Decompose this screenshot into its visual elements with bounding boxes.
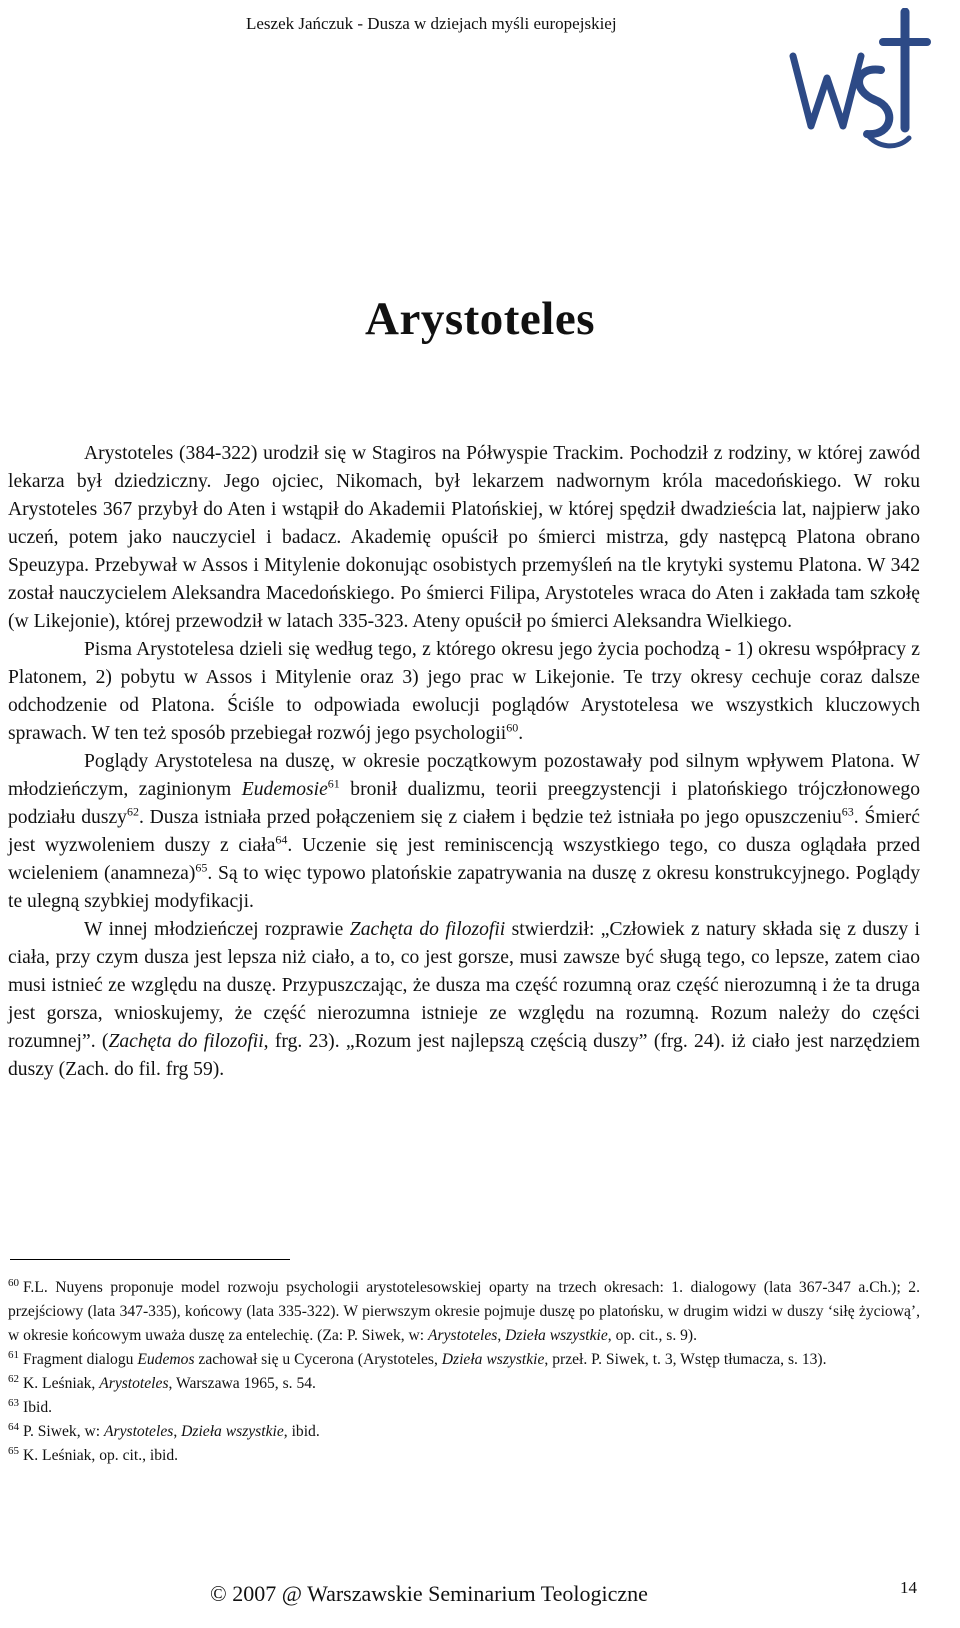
footnote-number: 62	[8, 1372, 19, 1385]
paragraph-3-f: . Są to więc typowo platońskie zapatrywania na duszę z okresu konstrukcyjnego. Poglądy te ulegną szybkiej modyfikacji.	[8, 863, 920, 912]
main-text	[8, 440, 920, 1084]
zacheta-title-2: Zachęta do filozofii	[108, 1031, 264, 1052]
footnote-text: , ibid.	[283, 1423, 320, 1440]
footnote-number: 64	[8, 1420, 19, 1433]
footnote-62	[8, 1372, 920, 1396]
footnotes	[8, 1276, 920, 1468]
paragraph-2-text: Pisma Arystotelesa dzieli się według tego, z którego okresu jego życia pochodzą - 1) okresu współpracy z Platonem, 2) pobytu w Assos i Mitylenie oraz 3) jego prac w Likejonie. Te trzy okresy cechuje coraz dalsze odchodzenie od Platona. Ściśle to odpowiada ewolucji poglądów Arystotelesa we wszystkich kluczowych sprawach. W ten też sposób przebiegał rozwój jego psychologii	[8, 639, 920, 744]
footnote-ref-60[interactable]: 60	[506, 720, 519, 735]
footnote-number: 63	[8, 1396, 19, 1409]
footnote-text: , op. cit., s. 9).	[607, 1327, 698, 1344]
eudemos-title: Eudemosie	[241, 779, 328, 800]
page-title: Arystoteles	[365, 293, 595, 345]
footnote-italic: Arystoteles	[99, 1375, 169, 1392]
running-header: Leszek Jańczuk - Dusza w dziejach myśli europejskiej	[246, 14, 617, 33]
paragraph-2	[8, 636, 920, 748]
footnote-text: K. Leśniak,	[23, 1375, 100, 1392]
footnote-italic: Arystoteles	[428, 1327, 498, 1344]
footnote-number: 65	[8, 1444, 19, 1457]
paragraph-4-b: stwierdził: „Człowiek z natury składa się z duszy i ciała, przy czym dusza jest lepsza niż ciało, a to, co jest gorsze, musi zawsze być sługą tego, co lepsze, zatem ciao musi istnieć ze względu na duszę. Przypuszczając, że dusza ma część rozumną oraz część nierozumną i że ta druga jest gorsza, wnioskujemy, że część nierozumna istnieje ze względu na rozumną. Rozum należy do części rozumnej”. (	[8, 919, 920, 1052]
footnote-60	[8, 1276, 920, 1348]
footnote-italic: Dzieła wszystkie	[441, 1351, 545, 1368]
footnote-text: zachował się u Cycerona (Arystoteles,	[194, 1351, 442, 1368]
footnote-text: ,	[173, 1423, 182, 1440]
paragraph-2-end: .	[518, 723, 524, 744]
paragraph-3-a: Poglądy Arystotelesa na duszę, w okresie początkowym pozostawały pod silnym wpływem Platona. W młodzieńczym, zaginionym	[8, 751, 920, 800]
footnote-italic: Arystoteles	[104, 1423, 174, 1440]
paragraph-3-e: . Uczenie się jest reminiscencją wszystkiego tego, co dusza oglądała przed wcieleniem (anamneza)	[8, 835, 920, 884]
footer-copyright: © 2007 @ Warszawskie Seminarium Teologiczne	[210, 1581, 648, 1606]
footnote-text: K. Leśniak, op. cit., ibid.	[23, 1447, 179, 1464]
footnote-text: , Warszawa 1965, s. 54.	[168, 1375, 316, 1392]
paragraph-3-d: . Śmierć jest wyzwoleniem duszy z ciała	[8, 807, 920, 856]
footnote-ref-64[interactable]: 64	[275, 832, 288, 847]
paragraph-3-b: bronił dualizmu, teorii preegzystencji i platońskiego trójczłonowego podziału duszy	[8, 779, 921, 828]
paragraph-1: Arystoteles (384-322) urodził się w Stagiros na Półwyspie Trackim. Pochodził z rodziny, w której zawód lekarza był dziedziczny. Jego ojciec, Nikomach, był lekarzem nadwornym króla macedońskiego. W roku Arystoteles 367 przybył do Aten i wstąpił do Akademii Platońskiej, w której spędził dwadzieścia lat, najpierw jako uczeń, potem jako nauczyciel i badacz. Akademię opuścił po śmierci mistrza, gdy następcą Platona obrano Speuzypa. Przebywał w Assos i Mitylenie dokonując osobistych przemyśleń na tle krytyki systemu Platona. W 342 został nauczycielem Aleksandra Macedońskiego. Po śmierci Filipa, Arystoteles wraca do Aten i zakłada tam szkołę (w Likejonie), której przewodził w latach 335-323. Ateny opuścił po śmierci Aleksandra Wielkiego.	[8, 443, 920, 632]
footnote-64	[8, 1420, 920, 1444]
footnote-number: 61	[8, 1348, 19, 1361]
paragraph-3	[8, 748, 920, 916]
footnote-italic: Eudemos	[137, 1351, 195, 1368]
footnote-text: Fragment dialogu	[23, 1351, 138, 1368]
footnote-text: F.L. Nuyens proponuje model rozwoju psychologii arystotelesowskiej oparty na trzech okresach: 1. dialogowy (lata 367-347 a.Ch.); 2. przejściowy (lata 347-335), końcowy (lata 335-322). W pierwszym okresie pojmuje duszę po platońsku, w drugim widzi w duszy ‘siłę życiową’, w okresie końcowym uważa duszę za entelechię. (Za: P. Siwek, w:	[8, 1279, 920, 1344]
zacheta-title: Zachęta do filozofii	[349, 919, 506, 940]
footnote-63	[8, 1396, 920, 1420]
seminary-logo	[785, 8, 945, 163]
footnote-65	[8, 1444, 920, 1468]
paragraph-4-a: W innej młodzieńczej rozprawie	[84, 919, 350, 940]
footnote-ref-62[interactable]: 62	[126, 804, 139, 819]
paragraph-4	[8, 916, 920, 1084]
footnote-ref-65[interactable]: 65	[195, 860, 208, 875]
footnote-italic: Dzieła wszystkie	[181, 1423, 284, 1440]
footnote-text: Ibid.	[23, 1399, 53, 1416]
footnote-ref-61[interactable]: 61	[327, 776, 340, 791]
footnote-text: P. Siwek, w:	[23, 1423, 105, 1440]
footnote-text: , przeł. P. Siwek, t. 3, Wstęp tłumacza, s. 13).	[544, 1351, 827, 1368]
footnote-61	[8, 1348, 920, 1372]
paragraph-3-c: . Dusza istniała przed połączeniem się z ciałem i będzie też istniała po jego opuszczeniu	[138, 807, 842, 828]
paragraph-4-c: , frg. 23). „Rozum jest najlepszą częścią duszy” (frg. 24). iż ciało jest narzędziem duszy (Zach. do fil. frg 59).	[8, 1031, 921, 1080]
footnote-ref-63[interactable]: 63	[841, 804, 854, 819]
footnote-number: 60	[8, 1276, 19, 1289]
footnote-text: ,	[497, 1327, 506, 1344]
footnote-divider	[10, 1259, 290, 1260]
footnote-italic: Dzieła wszystkie	[505, 1327, 608, 1344]
page-number: 14	[900, 1578, 917, 1597]
